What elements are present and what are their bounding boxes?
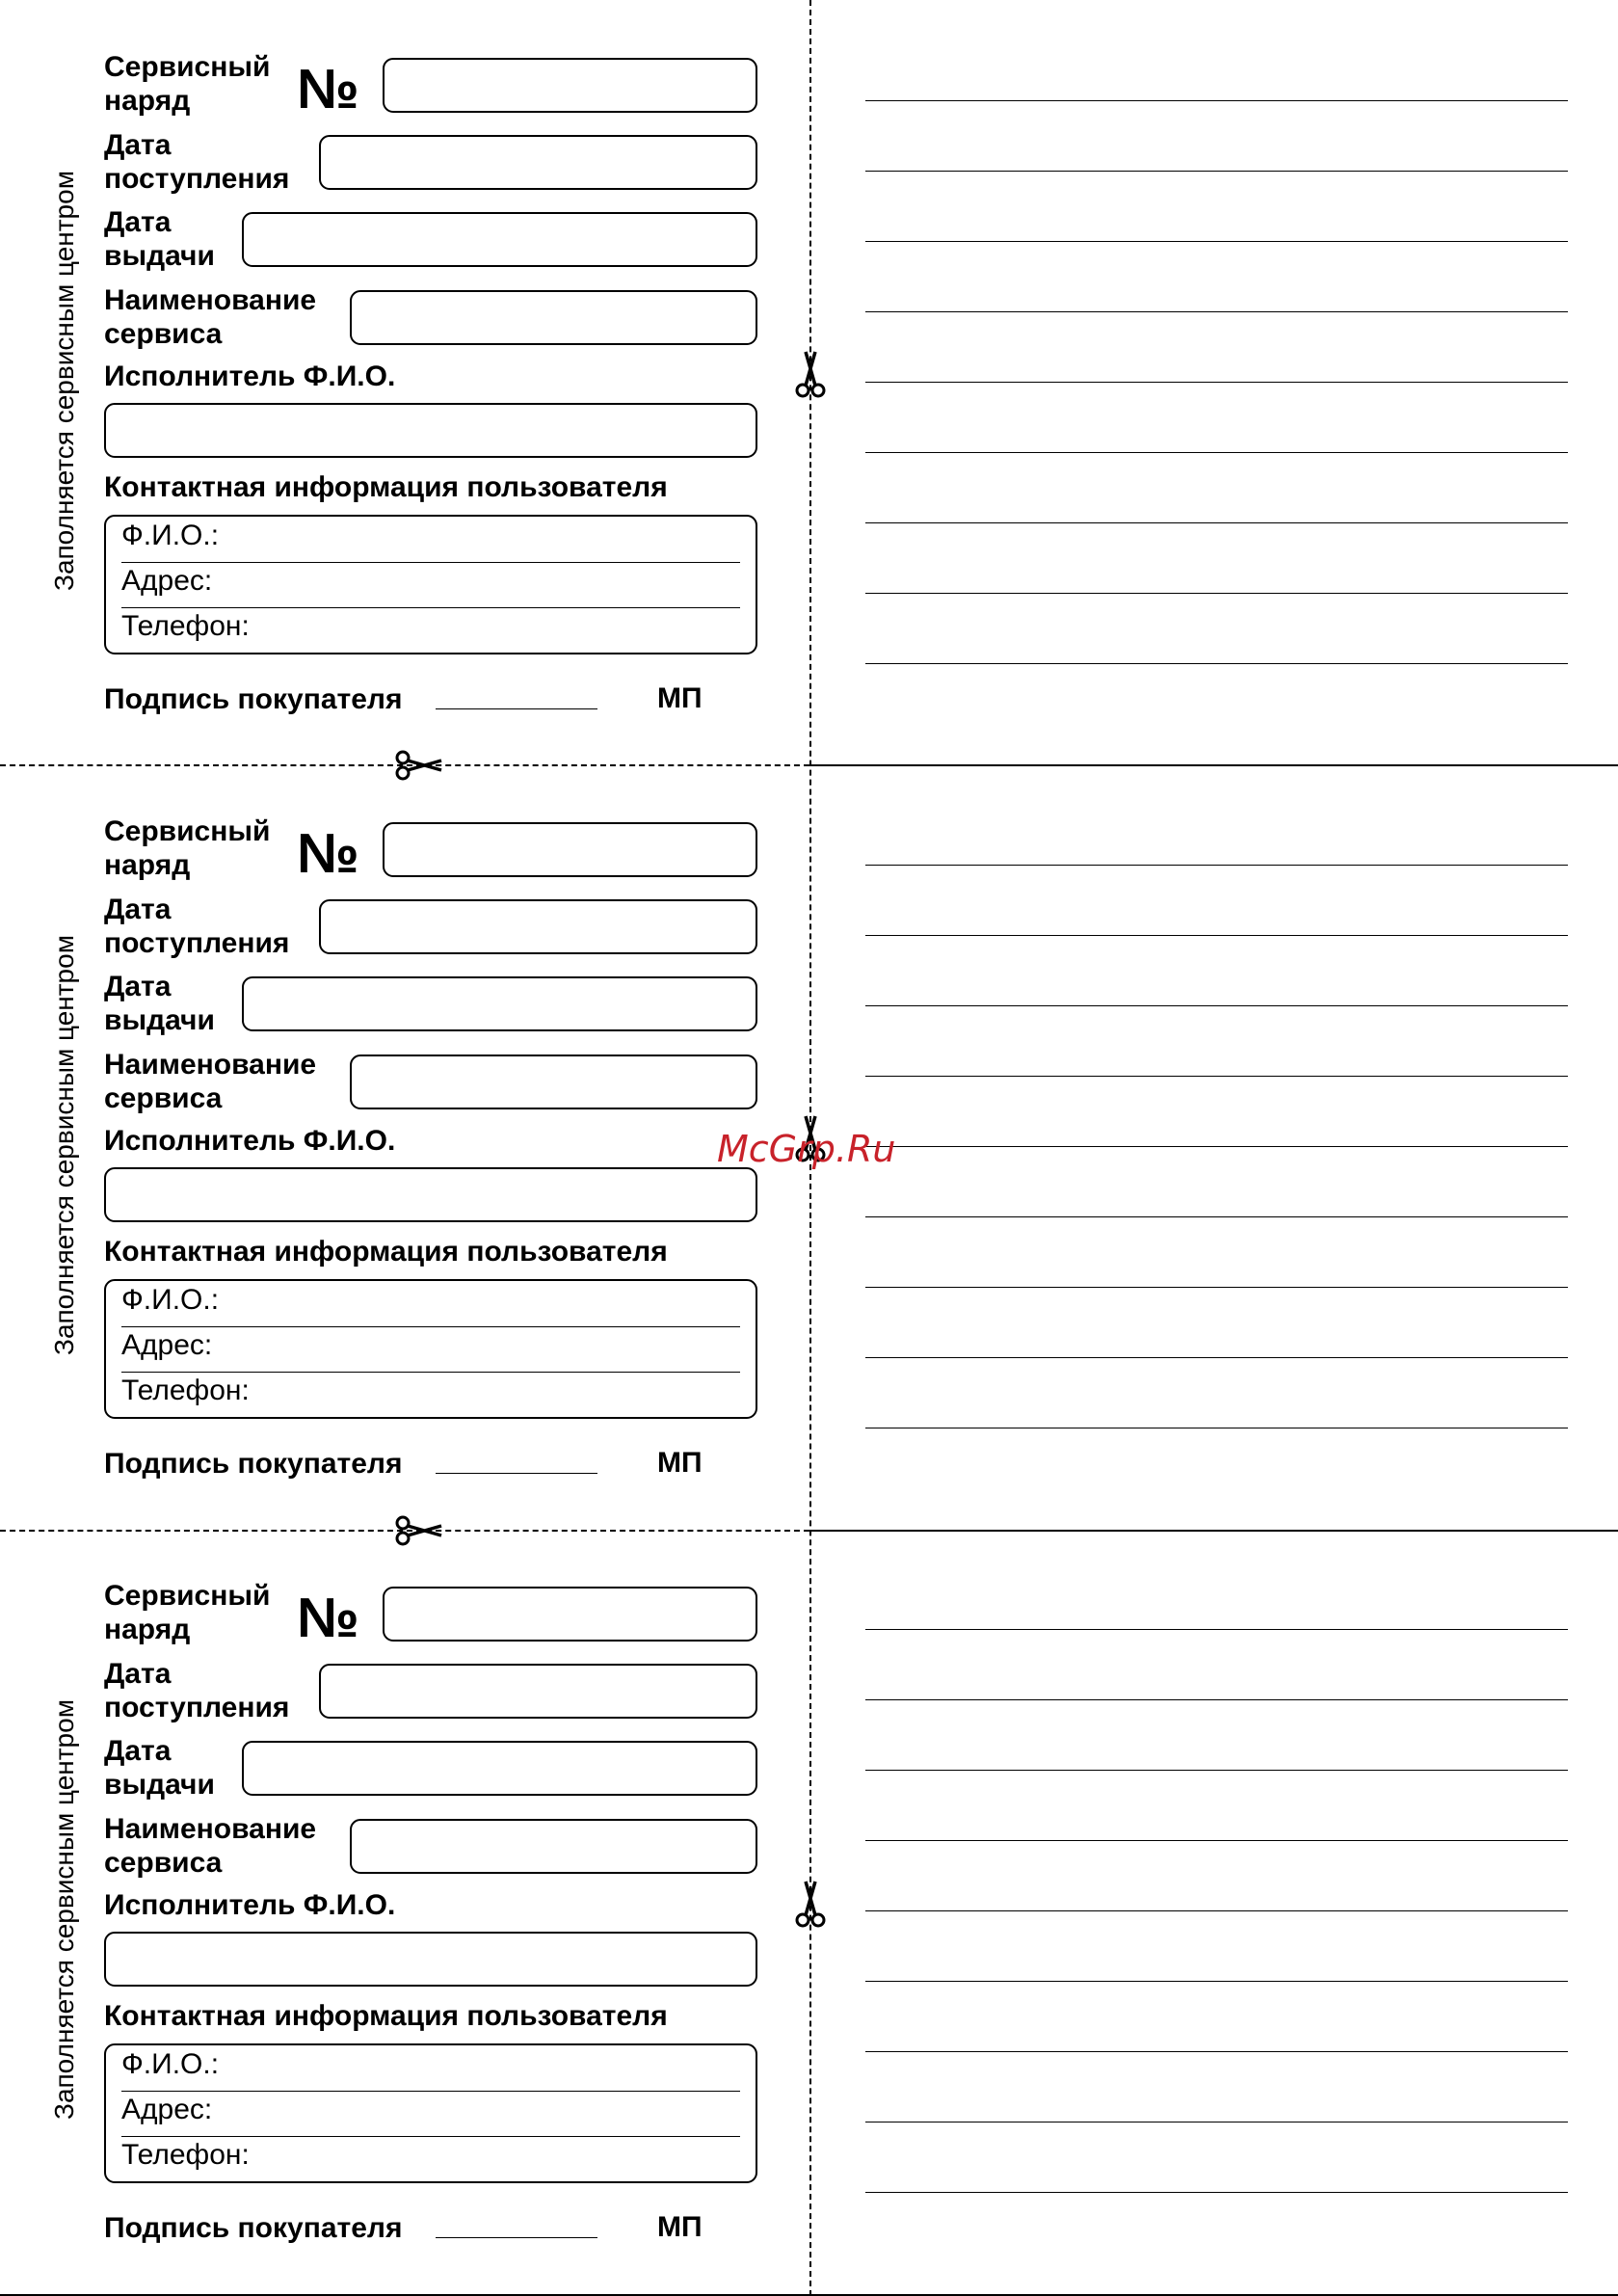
side-label: Заполняется сервисным центром xyxy=(49,171,80,591)
issued-date-field[interactable] xyxy=(242,976,757,1031)
issued-date-label: Дата выдачи xyxy=(104,1735,215,1801)
service-name-label: Наименование сервиса xyxy=(104,284,317,350)
note-line[interactable] xyxy=(865,1005,1568,1006)
service-name-field[interactable] xyxy=(350,290,757,345)
number-sign: № xyxy=(297,58,359,120)
signature-label: Подпись покупателя xyxy=(104,2212,403,2244)
note-line[interactable] xyxy=(865,593,1568,594)
stamp-label: МП xyxy=(657,682,703,714)
number-sign: № xyxy=(297,822,359,885)
executor-label: Исполнитель Ф.И.О. xyxy=(104,1889,396,1921)
received-date-label: Дата поступления xyxy=(104,894,290,959)
note-line[interactable] xyxy=(865,865,1568,866)
received-date-label: Дата поступления xyxy=(104,129,290,195)
issued-date-label: Дата выдачи xyxy=(104,206,215,272)
note-line[interactable] xyxy=(865,663,1568,664)
note-line[interactable] xyxy=(865,1287,1568,1288)
fio-field[interactable]: Ф.И.О.: xyxy=(121,1281,740,1327)
phone-field[interactable]: Телефон: xyxy=(121,1375,250,1406)
service-name-label: Наименование сервиса xyxy=(104,1813,317,1879)
order-label: Сервисный наряд xyxy=(104,51,271,117)
stamp-label: МП xyxy=(657,2211,703,2243)
received-date-field[interactable] xyxy=(319,1664,757,1719)
scissors-icon xyxy=(395,1514,443,1547)
note-line[interactable] xyxy=(865,1076,1568,1077)
scissors-icon xyxy=(794,350,827,398)
order-number-field[interactable] xyxy=(383,822,757,877)
service-name-field[interactable] xyxy=(350,1819,757,1874)
service-name-field[interactable] xyxy=(350,1055,757,1109)
scissors-icon xyxy=(395,749,443,782)
issued-date-field[interactable] xyxy=(242,212,757,267)
note-line[interactable] xyxy=(865,1146,1568,1147)
signature-field[interactable] xyxy=(436,708,597,709)
note-line[interactable] xyxy=(865,452,1568,453)
executor-field[interactable] xyxy=(104,403,757,458)
signature-field[interactable] xyxy=(436,2237,597,2238)
executor-label: Исполнитель Ф.И.О. xyxy=(104,1125,396,1157)
address-field[interactable]: Адрес: xyxy=(121,2091,740,2137)
fio-field[interactable]: Ф.И.О.: xyxy=(121,2045,740,2092)
issued-date-label: Дата выдачи xyxy=(104,971,215,1036)
contact-info-label: Контактная информация пользователя xyxy=(104,1236,668,1268)
order-label: Сервисный наряд xyxy=(104,1580,271,1645)
signature-label: Подпись покупателя xyxy=(104,683,403,715)
stamp-label: МП xyxy=(657,1447,703,1479)
executor-label: Исполнитель Ф.И.О. xyxy=(104,360,396,392)
note-line[interactable] xyxy=(865,1629,1568,1630)
order-number-field[interactable] xyxy=(383,58,757,113)
note-line[interactable] xyxy=(865,1770,1568,1771)
contact-info-label: Контактная информация пользователя xyxy=(104,471,668,503)
note-line[interactable] xyxy=(865,935,1568,936)
note-line[interactable] xyxy=(865,1357,1568,1358)
number-sign: № xyxy=(297,1587,359,1649)
note-line[interactable] xyxy=(865,1699,1568,1700)
note-line[interactable] xyxy=(865,1981,1568,1982)
note-line[interactable] xyxy=(865,382,1568,383)
received-date-label: Дата поступления xyxy=(104,1658,290,1723)
fio-field[interactable]: Ф.И.О.: xyxy=(121,517,740,563)
note-line[interactable] xyxy=(865,171,1568,172)
signature-label: Подпись покупателя xyxy=(104,1448,403,1480)
scissors-icon xyxy=(794,1880,827,1928)
note-line[interactable] xyxy=(865,1216,1568,1217)
signature-field[interactable] xyxy=(436,1473,597,1474)
executor-field[interactable] xyxy=(104,1167,757,1222)
phone-field[interactable]: Телефон: xyxy=(121,610,250,642)
contact-info-box xyxy=(104,2043,757,2183)
received-date-field[interactable] xyxy=(319,135,757,190)
address-field[interactable]: Адрес: xyxy=(121,1326,740,1373)
contact-info-label: Контактная информация пользователя xyxy=(104,2000,668,2032)
issued-date-field[interactable] xyxy=(242,1741,757,1796)
received-date-field[interactable] xyxy=(319,899,757,954)
note-line[interactable] xyxy=(865,2051,1568,2052)
executor-field[interactable] xyxy=(104,1932,757,1987)
note-line[interactable] xyxy=(865,2192,1568,2193)
order-label: Сервисный наряд xyxy=(104,815,271,881)
side-label: Заполняется сервисным центром xyxy=(49,1699,80,2120)
address-field[interactable]: Адрес: xyxy=(121,562,740,608)
note-line[interactable] xyxy=(865,311,1568,312)
note-line[interactable] xyxy=(865,1910,1568,1911)
note-line[interactable] xyxy=(865,241,1568,242)
note-line[interactable] xyxy=(865,1840,1568,1841)
service-name-label: Наименование сервиса xyxy=(104,1049,317,1114)
phone-field[interactable]: Телефон: xyxy=(121,2139,250,2171)
order-number-field[interactable] xyxy=(383,1587,757,1642)
side-label: Заполняется сервисным центром xyxy=(49,935,80,1355)
watermark: McGrp.Ru xyxy=(717,1128,896,1170)
note-line[interactable] xyxy=(865,100,1568,101)
contact-info-box xyxy=(104,515,757,654)
contact-info-box xyxy=(104,1279,757,1419)
note-line[interactable] xyxy=(865,522,1568,523)
